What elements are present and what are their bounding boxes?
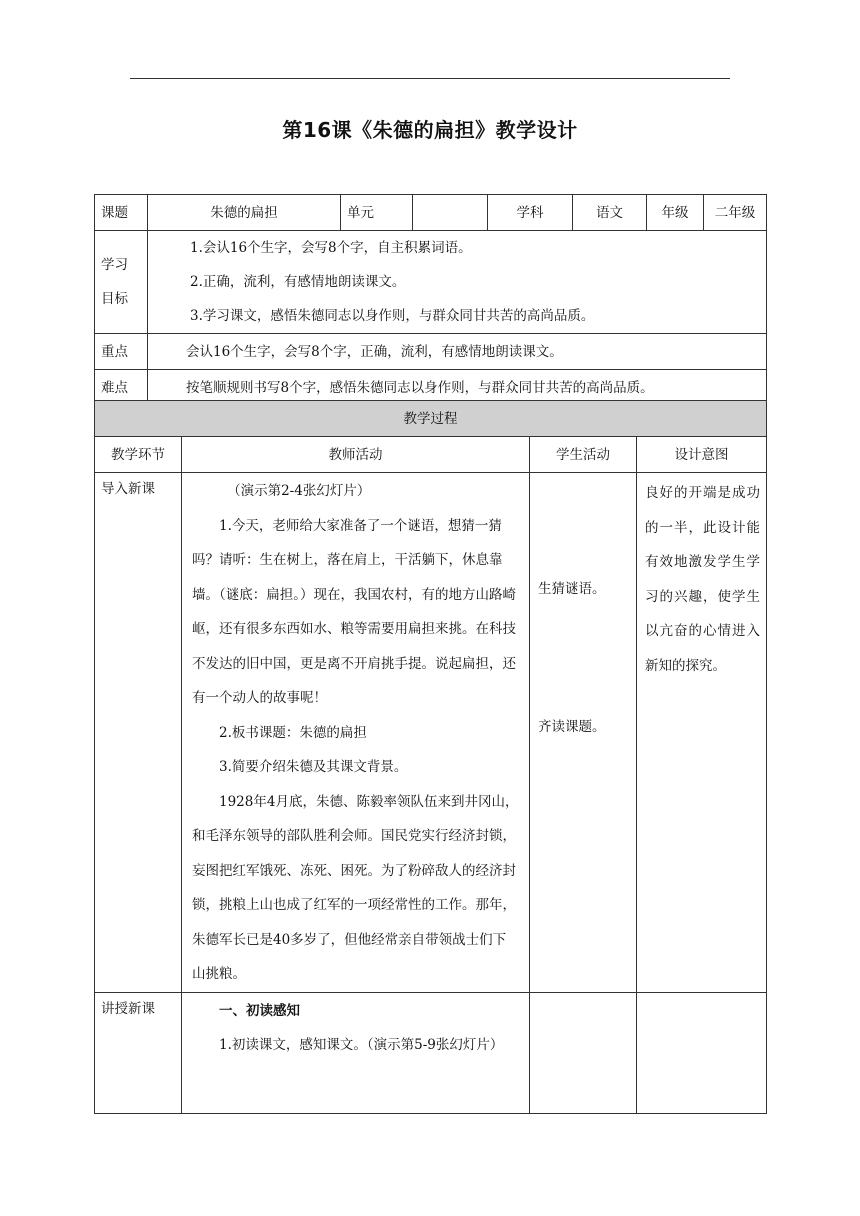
subject-value: 语文 <box>573 195 647 231</box>
grade-label: 年级 <box>647 195 704 231</box>
grade-value: 二年级 <box>704 195 767 231</box>
teach-intent <box>637 992 767 1113</box>
lesson-value: 朱德的扁担 <box>148 195 341 231</box>
teacher-heading: 一、初读感知 <box>219 1002 300 1019</box>
col-teacher: 教师活动 <box>182 437 530 473</box>
header-rule <box>130 78 730 79</box>
student-activity: 生猜谜语。 <box>538 581 606 597</box>
goals-list <box>148 231 767 334</box>
intro-intent: 良好的开端是成功的一半，此设计能有效地激发学生学习的兴趣，使学生以亢奋的心情进入新知的探究。 <box>637 473 767 993</box>
goals-label <box>95 231 148 334</box>
subject-label: 学科 <box>488 195 573 231</box>
teacher-paragraph: 1.初读课文，感知课文。（演示第5-9张幻灯片） <box>219 1037 504 1053</box>
key-point-label: 重点 <box>95 334 148 370</box>
page-title: 第16课《朱德的扁担》教学设计 <box>282 118 578 142</box>
intro-stage: 导入新课 <box>95 473 182 993</box>
student-activity: 齐读课题。 <box>538 719 606 735</box>
difficulty-text: 按笔顺规则书写8个字，感悟朱德同志以身作则，与群众同甘共苦的高尚品质。 <box>148 370 767 406</box>
unit-label: 单元 <box>341 195 413 231</box>
col-student: 学生活动 <box>530 437 637 473</box>
teacher-paragraph: 2.板书课题：朱德的扁担 <box>219 724 367 741</box>
process-table <box>94 400 767 1114</box>
process-header: 教学过程 <box>95 401 767 437</box>
intro-teacher <box>182 473 530 993</box>
goals-label-line1: 学习 <box>101 257 128 273</box>
teach-student <box>530 992 637 1113</box>
goal-item: 1.会认16个生字，会写8个字，自主积累词语。 <box>190 240 472 256</box>
teacher-paragraph: 1.今天，老师给大家准备了一个谜语，想猜一猜吗？请听：生在树上，落在肩上，干活躺下，休息靠墙。（谜底：扁担。）现在，我国农村，有的地方山路崎岖，还有很多东西如水、粮等需要用扁担来挑。在科技不发达的旧中国，更是离不开肩挑手提。说起扁担，还有一个动人的故事呢！ <box>192 517 516 706</box>
info-table <box>94 194 767 406</box>
goals-label-line2: 目标 <box>101 291 128 307</box>
col-intent: 设计意图 <box>637 437 767 473</box>
teach-teacher <box>182 992 530 1113</box>
teacher-paragraph: （演示第2-4张幻灯片） <box>227 483 371 499</box>
teacher-paragraph: 3.简要介绍朱德及其课文背景。 <box>219 759 408 775</box>
unit-value <box>413 195 488 231</box>
intro-student <box>530 473 637 993</box>
goal-item: 3.学习课文，感悟朱德同志以身作则，与群众同甘共苦的高尚品质。 <box>190 308 595 324</box>
teacher-paragraph: 1928年4月底，朱德、陈毅率领队伍来到井冈山，和毛泽东领导的部队胜利会师。国民党实行经济封锁，妄图把红军饿死、冻死、困死。为了粉碎敌人的经济封锁，挑粮上山也成了红军的一项经常性的工作。那年，朱德军长已是40多岁了，但他经常亲自带领战士们下山挑粮。 <box>192 793 519 982</box>
col-stage: 教学环节 <box>95 437 182 473</box>
teach-stage: 讲授新课 <box>95 992 182 1113</box>
goal-item: 2.正确，流利，有感情地朗读课文。 <box>190 274 406 290</box>
difficulty-label: 难点 <box>95 370 148 406</box>
key-point-text: 会认16个生字，会写8个字，正确，流利，有感情地朗读课文。 <box>148 334 767 370</box>
lesson-label: 课题 <box>95 195 148 231</box>
